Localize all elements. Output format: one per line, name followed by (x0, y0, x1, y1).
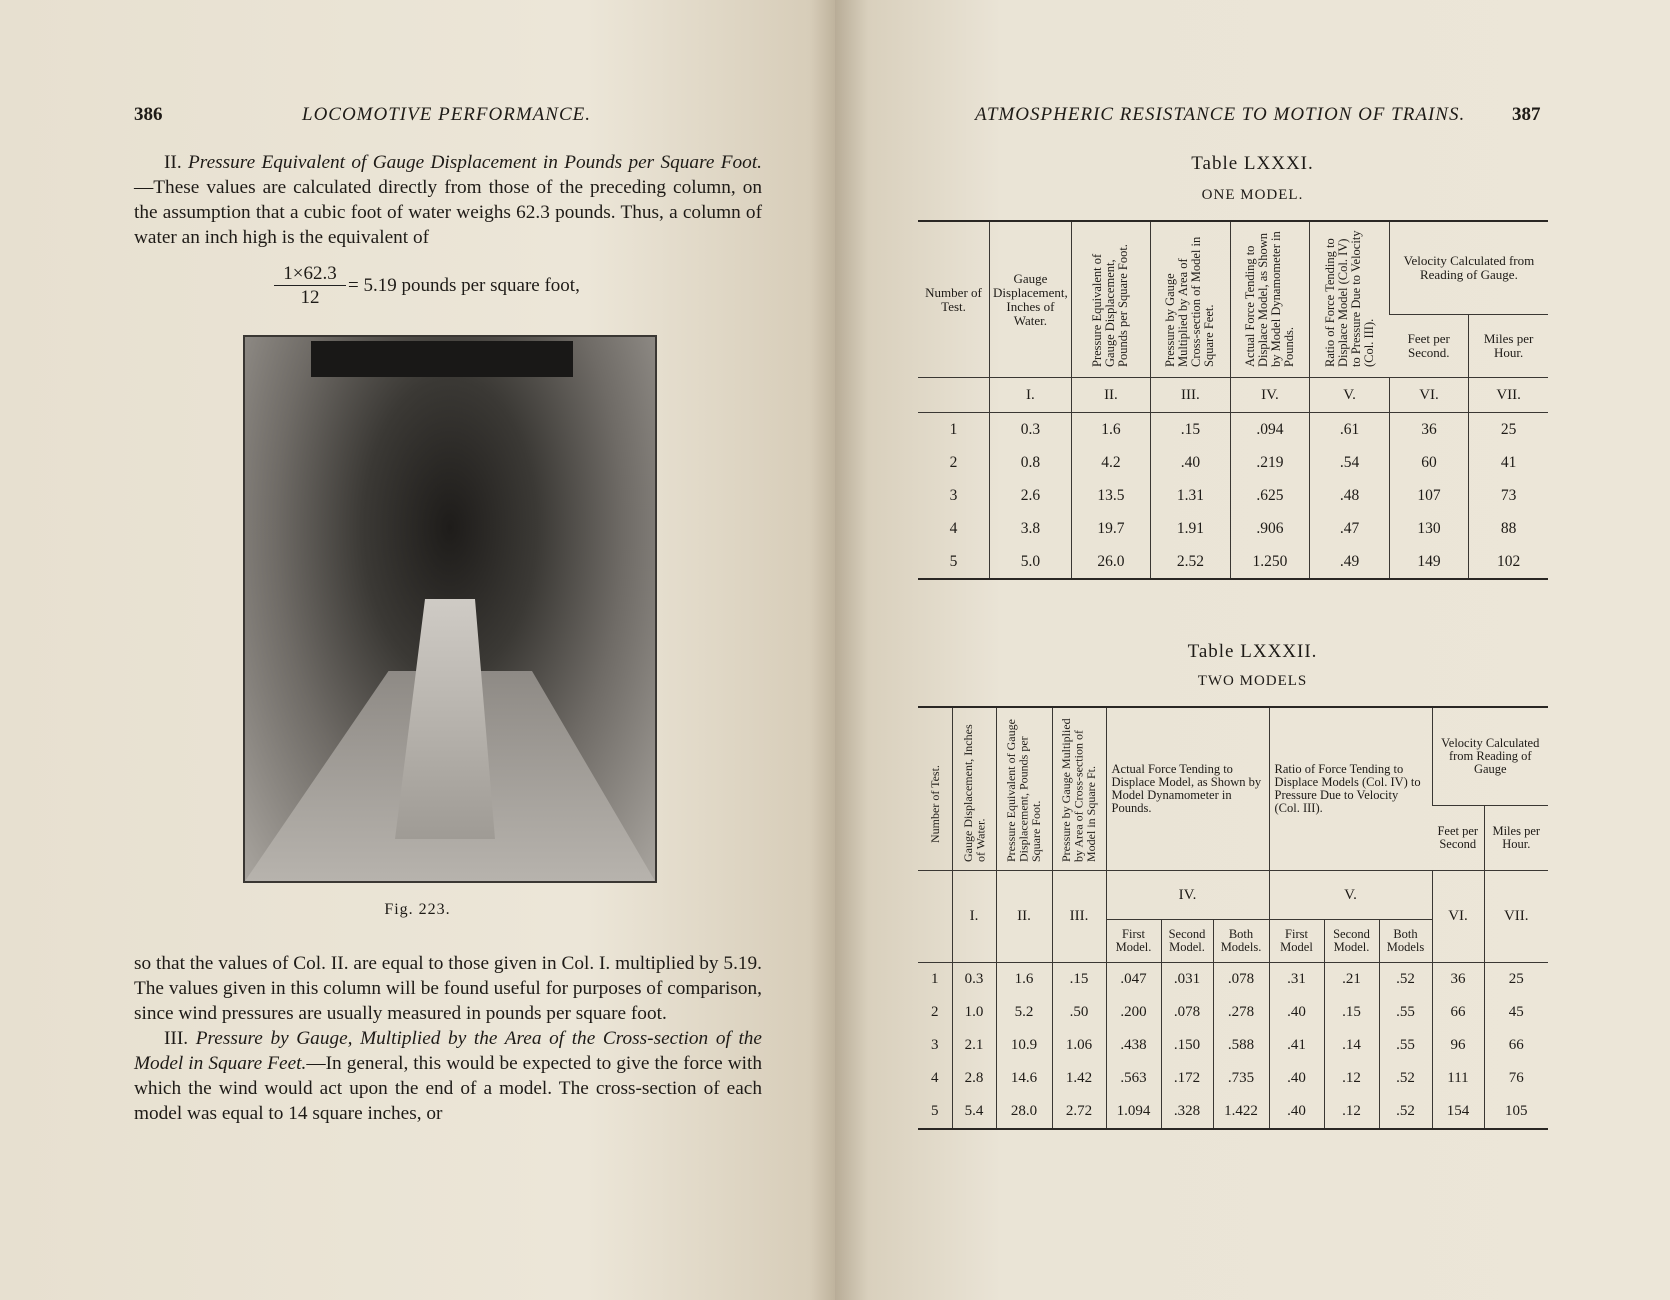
photo-dark-band (311, 341, 573, 377)
table-cell: .49 (1310, 545, 1390, 579)
table-cell: 0.8 (990, 446, 1072, 479)
table-cell: .047 (1106, 963, 1161, 997)
table-cell: 4.2 (1071, 446, 1150, 479)
table-lxxxii (918, 706, 1548, 1130)
table-row (918, 1029, 1548, 1062)
t1-roman-3: III. (1151, 378, 1231, 413)
t2-sub-second-model-iv: Second Model. (1161, 920, 1213, 963)
formula-denominator: 12 (300, 287, 320, 308)
table-cell: 3 (931, 1037, 939, 1053)
t1-head-col4: Actual Force Tending to Displace Model, as Shown by Model Dynamometer in Pounds. (1242, 231, 1296, 367)
table-row (918, 479, 1548, 512)
t1-head-col7: Miles per Hour. (1469, 315, 1548, 378)
t2-body (918, 963, 1548, 1130)
table-cell: .219 (1230, 446, 1310, 479)
table-cell: 1.6 (996, 963, 1052, 997)
table-cell: .40 (1151, 446, 1231, 479)
figure-223-photo (243, 335, 657, 883)
t2-sub-second-model-v: Second Model. (1324, 920, 1379, 963)
table-cell: 25 (1469, 413, 1548, 447)
table-cell: .15 (1151, 413, 1231, 447)
t1-head-velocity: Velocity Calculated from Reading of Gauge. (1389, 221, 1548, 315)
table-cell: 3.8 (990, 512, 1072, 545)
table-cell: .031 (1161, 963, 1213, 997)
table-row (918, 1062, 1548, 1095)
table-cell: 1.422 (1213, 1095, 1269, 1129)
running-head-left: LOCOMOTIVE PERFORMANCE. (302, 104, 591, 125)
table-cell: 4 (931, 1070, 939, 1086)
t2-roman-5: V. (1269, 871, 1432, 920)
table-cell: 2 (949, 453, 958, 471)
table-cell: 0.3 (952, 963, 996, 997)
t2-roman-3: III. (1052, 871, 1106, 963)
table-cell: .40 (1269, 1062, 1324, 1095)
table-cell: 1 (931, 971, 939, 987)
table-cell: 149 (1389, 545, 1468, 579)
table-cell: .55 (1379, 996, 1432, 1029)
table-cell: .52 (1379, 963, 1432, 997)
t1-head-col1: Gauge Displacement, Inches of Water. (990, 221, 1072, 378)
table-cell: .40 (1269, 996, 1324, 1029)
table-cell: 0.3 (990, 413, 1072, 447)
t2-head-number: Number of Test. (927, 764, 942, 843)
table-cell: 10.9 (996, 1029, 1052, 1062)
table2-subtitle: TWO MODELS (1197, 673, 1308, 689)
table-cell: .328 (1161, 1095, 1213, 1129)
table-cell: 130 (1389, 512, 1468, 545)
para3-italic: Pressure by Gauge, Multiplied by the Area of the Cross-section of the Model in Square Feet. (134, 1028, 762, 1074)
t1-roman-4: IV. (1230, 378, 1310, 413)
t2-roman-2: II. (996, 871, 1052, 963)
table-cell: 36 (1389, 413, 1468, 447)
table-cell: 3 (949, 486, 958, 504)
para1-italic: Pressure Equivalent of Gauge Displacement in Pounds per Square Foot. (188, 152, 763, 173)
t1-roman-6: VI. (1389, 378, 1468, 413)
table1-subtitle: ONE MODEL. (1201, 187, 1304, 203)
t2-roman-6: VI. (1432, 871, 1484, 963)
figure-caption: Fig. 223. (384, 901, 451, 918)
table-cell: .14 (1324, 1029, 1379, 1062)
table-cell: 5.0 (990, 545, 1072, 579)
table-cell: 1.06 (1052, 1029, 1106, 1062)
table-cell: 76 (1484, 1062, 1548, 1095)
table-cell: 19.7 (1071, 512, 1150, 545)
t1-head-col6: Feet per Second. (1407, 331, 1450, 360)
t2-sub-both-models-iv: Both Models. (1213, 920, 1269, 963)
table-cell: .15 (1052, 963, 1106, 997)
table-cell: .40 (1269, 1095, 1324, 1129)
t2-head-velocity: Velocity Calculated from Reading of Gauge (1432, 707, 1548, 805)
table-row (918, 512, 1548, 545)
para1-text: —These values are calculated directly from those of the preceding column, on the assumption that a cubic foot of water weighs 62.3 pounds. Thus, a column of water an inch high is the equivalent of (134, 177, 762, 248)
table-row (918, 413, 1548, 447)
table-cell: 2.1 (952, 1029, 996, 1062)
table-cell: 25 (1484, 963, 1548, 997)
table-cell: .55 (1379, 1029, 1432, 1062)
table-cell: 66 (1432, 996, 1484, 1029)
paragraph-continuation (134, 951, 762, 1126)
table1-title: Table LXXXI. (1191, 153, 1314, 174)
t2-roman-1: I. (952, 871, 996, 963)
table-cell: 1.0 (952, 996, 996, 1029)
t2-head-col3: Pressure by Gauge Multiplied by Area of Cross-section of Model in Square Ft. (1059, 717, 1099, 862)
table-cell: 5 (931, 1103, 939, 1119)
t1-roman-2: II. (1071, 378, 1150, 413)
paragraph-ii (134, 150, 762, 250)
table-cell: .588 (1213, 1029, 1269, 1062)
page-number-left: 386 (134, 104, 163, 125)
t2-roman-7: VII. (1484, 871, 1548, 963)
table-cell: 26.0 (1071, 545, 1150, 579)
table-cell: .52 (1379, 1095, 1432, 1129)
table-cell: .41 (1269, 1029, 1324, 1062)
table-cell: .48 (1310, 479, 1390, 512)
table-cell: .625 (1230, 479, 1310, 512)
table-cell: .47 (1310, 512, 1390, 545)
table-cell: 1.31 (1151, 479, 1231, 512)
table2-title: Table LXXXII. (1187, 641, 1318, 662)
t2-head-col5: Ratio of Force Tending to Displace Models (Col. IV) to Pressure Due to Velocity (Col. III). (1269, 707, 1432, 871)
formula-numerator: 1×62.3 (274, 263, 346, 286)
table-cell: .31 (1269, 963, 1324, 997)
table-row (918, 446, 1548, 479)
t1-roman-7: VII. (1469, 378, 1548, 413)
table-cell: 1 (949, 420, 958, 438)
table-cell: .21 (1324, 963, 1379, 997)
table-cell: 2.72 (1052, 1095, 1106, 1129)
table-cell: .200 (1106, 996, 1161, 1029)
table-row (918, 545, 1548, 579)
table-cell: 154 (1432, 1095, 1484, 1129)
table-cell: 1.094 (1106, 1095, 1161, 1129)
table-row (918, 1095, 1548, 1129)
t2-head-col6: Feet per Second (1437, 823, 1479, 851)
right-page (835, 0, 1670, 1300)
t2-sub-first-model-v: First Model (1269, 920, 1324, 963)
table-cell: .61 (1310, 413, 1390, 447)
t2-head-col2: Pressure Equivalent of Gauge Displacement, Pounds per Square Foot. (1004, 718, 1044, 862)
table-cell: .438 (1106, 1029, 1161, 1062)
t2-roman-4: IV. (1106, 871, 1269, 920)
table-cell: .172 (1161, 1062, 1213, 1095)
t1-body (918, 413, 1548, 580)
running-head-right: ATMOSPHERIC RESISTANCE TO MOTION OF TRAINS. (975, 104, 1466, 125)
table-cell: 1.91 (1151, 512, 1231, 545)
table-cell: .15 (1324, 996, 1379, 1029)
table-cell: 105 (1484, 1095, 1548, 1129)
table-cell: 88 (1469, 512, 1548, 545)
table-row (918, 963, 1548, 997)
page-number-right: 387 (1512, 104, 1541, 125)
table-cell: 28.0 (996, 1095, 1052, 1129)
t1-head-col3: Pressure by Gauge Multiplied by Area of Cross-section of Model in Square Feet. (1163, 236, 1217, 367)
table-cell: 14.6 (996, 1062, 1052, 1095)
table-cell: 45 (1484, 996, 1548, 1029)
t1-roman-5: V. (1310, 378, 1390, 413)
table-cell: 4 (949, 519, 958, 537)
formula-result: = 5.19 pounds per square foot, (348, 275, 580, 296)
table-cell: .54 (1310, 446, 1390, 479)
table-cell: .094 (1230, 413, 1310, 447)
table-cell: 111 (1432, 1062, 1484, 1095)
table-cell: 5.2 (996, 996, 1052, 1029)
table-cell: .563 (1106, 1062, 1161, 1095)
table-cell: .078 (1161, 996, 1213, 1029)
t2-sub-both-models-v: Both Models (1379, 920, 1432, 963)
table-cell: 1.42 (1052, 1062, 1106, 1095)
table-cell: 102 (1469, 545, 1548, 579)
table-cell: .906 (1230, 512, 1310, 545)
table-cell: 36 (1432, 963, 1484, 997)
table-cell: .278 (1213, 996, 1269, 1029)
table-cell: 5 (949, 552, 958, 570)
table-cell: .150 (1161, 1029, 1213, 1062)
t1-roman-blank (918, 378, 990, 413)
table-cell: 13.5 (1071, 479, 1150, 512)
table-cell: 66 (1484, 1029, 1548, 1062)
t1-roman-1: I. (990, 378, 1072, 413)
table-lxxxi (918, 220, 1548, 580)
table-cell: .12 (1324, 1062, 1379, 1095)
table-cell: .078 (1213, 963, 1269, 997)
table-cell: 2.52 (1151, 545, 1231, 579)
table-cell: .735 (1213, 1062, 1269, 1095)
para1-heading: II. (164, 152, 189, 173)
t2-head-col4: Actual Force Tending to Displace Model, as Shown by Model Dynamometer in Pounds. (1106, 707, 1269, 871)
table-cell: 5.4 (952, 1095, 996, 1129)
table-cell: 2.6 (990, 479, 1072, 512)
para3-heading: III. (164, 1028, 196, 1049)
table-row (918, 996, 1548, 1029)
table-cell: 73 (1469, 479, 1548, 512)
photo-model-car (395, 599, 495, 839)
table-cell: 1.6 (1071, 413, 1150, 447)
table-cell: 96 (1432, 1029, 1484, 1062)
table-cell: .52 (1379, 1062, 1432, 1095)
table-cell: 41 (1469, 446, 1548, 479)
para3-text: —In general, this would be expected to give the force with which the wind would act upon the end of a model. The cross-section of each model was equal to 14 square inches, or (134, 1053, 762, 1124)
table-cell: 107 (1389, 479, 1468, 512)
table-cell: 2.8 (952, 1062, 996, 1095)
t1-head-col5: Ratio of Force Tending to Displace Model (Col. IV) to Pressure Due to Velocity (Col. III). (1322, 230, 1376, 367)
table-cell: 2 (931, 1004, 939, 1020)
table-cell: 60 (1389, 446, 1468, 479)
t2-head-col1: Gauge Displacement, Inches of Water. (960, 723, 987, 862)
t2-roman-blank (918, 871, 952, 963)
table-cell: 1.250 (1230, 545, 1310, 579)
t1-head-number: Number of Test. (925, 284, 982, 314)
t1-head-col2: Pressure Equivalent of Gauge Displacement, Pounds per Square Foot. (1090, 244, 1131, 367)
table-cell: .50 (1052, 996, 1106, 1029)
table-cell: .12 (1324, 1095, 1379, 1129)
para2: so that the values of Col. II. are equal to those given in Col. I. multiplied by 5.19. The values given in this column will be found useful for purposes of comparison, since wind pressures are usually measured in pounds per square foot. (134, 953, 762, 1024)
t2-head-col7: Miles per Hour. (1484, 805, 1548, 870)
t2-sub-first-model-iv: First Model. (1106, 920, 1161, 963)
